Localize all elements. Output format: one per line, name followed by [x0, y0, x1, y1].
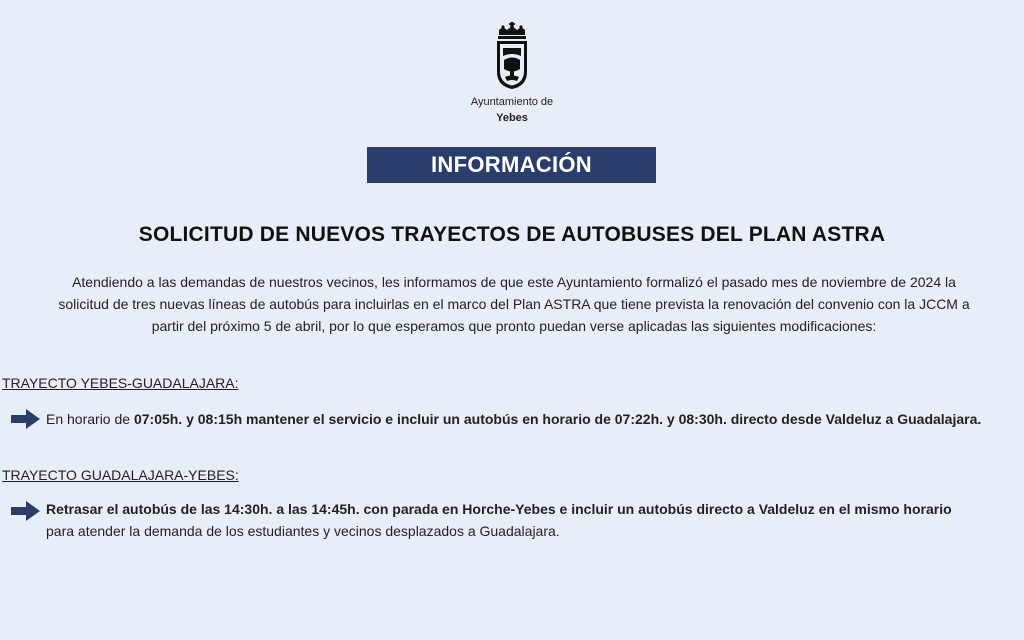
intro-line: Atendiendo a las demandas de nuestros vecinos, les informamos de que este Ayuntamiento formalizó el pasado mes de noviembre de 2024 la — [72, 274, 956, 290]
intro-line: solicitud de tres nuevas líneas de autobús para incluirlas en el marco del Plan ASTRA que tiene prevista la renovación del convenio con la JCCM a — [58, 296, 970, 312]
intro-paragraph — [4, 271, 1024, 341]
section-heading-yebes-guadalajara: TRAYECTO YEBES-GUADALAJARA: — [2, 375, 239, 391]
section-heading-guadalajara-yebes: TRAYECTO GUADALAJARA-YEBES: — [2, 467, 239, 483]
organization-name: Ayuntamiento de — [470, 96, 554, 108]
section-1-text-plain: En horario de — [46, 411, 134, 427]
section-2-text-bold: Retrasar el autobús de las 14:30h. a las 14:45h. con parada en Horche-Yebes e incluir un autobús directo a Valdeluz en el mismo horario — [46, 501, 952, 517]
organization-town: Yebes — [496, 112, 528, 124]
information-banner: INFORMACIÓN — [367, 147, 656, 183]
coat-of-arms-icon — [493, 22, 531, 90]
right-arrow-icon — [11, 501, 41, 521]
section-2-text-line-2: para atender la demanda de los estudiantes y vecinos desplazados a Guadalajara. — [46, 523, 560, 539]
section-2-text-line-1 — [46, 501, 952, 517]
section-1-text — [46, 411, 981, 427]
page-title: SOLICITUD DE NUEVOS TRAYECTOS DE AUTOBUSES DEL PLAN ASTRA — [138, 223, 886, 246]
section-1-text-bold: 07:05h. y 08:15h mantener el servicio e incluir un autobús en horario de 07:22h. y 08:30h. directo desde Valdeluz a Guadalajara. — [133, 411, 982, 427]
right-arrow-icon — [11, 409, 41, 429]
intro-line: partir del próximo 5 de abril, por lo que esperamos que pronto puedan verse aplicadas las siguientes modificaciones: — [151, 318, 877, 334]
